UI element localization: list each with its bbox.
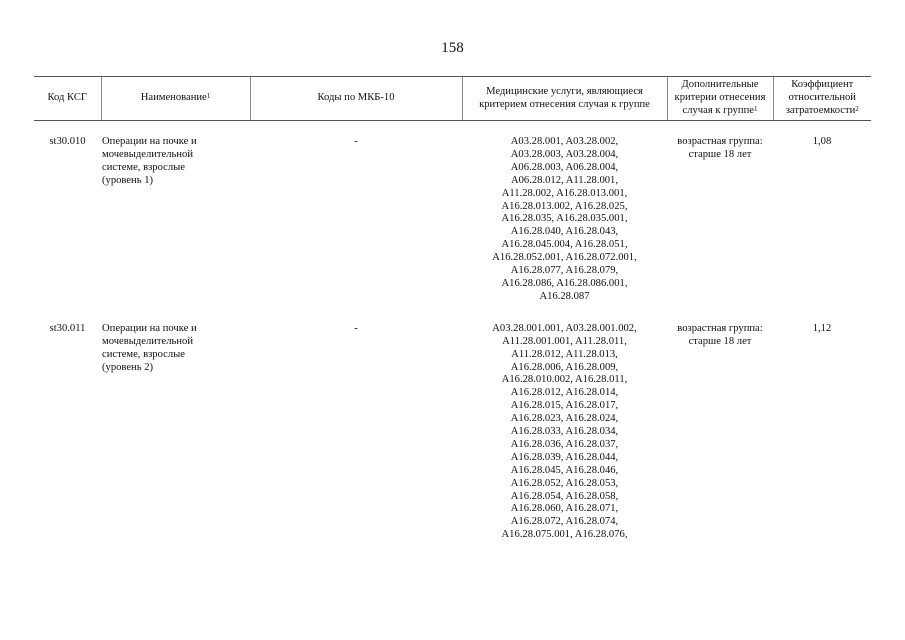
criteria-cell (667, 136, 773, 304)
name-line: (уровень 1) (102, 174, 154, 186)
service-line: A16.28.010.002, A16.28.011, (501, 374, 628, 386)
service-line: A16.28.035, A16.28.035.001, (501, 213, 628, 225)
service-line: A16.28.006, A16.28.009, (510, 361, 619, 373)
page-number: 158 (441, 40, 464, 56)
service-line: A16.28.077, A16.28.079, (510, 265, 619, 277)
header-criteria: Дополнительные критерии отнесения случая к группе$^1$ (667, 77, 773, 121)
service-line: A16.28.039, A16.28.044, (510, 451, 619, 463)
services-cell (462, 323, 667, 542)
service-line: A16.28.013.002, A16.28.025, (501, 200, 628, 212)
ksg-table (34, 76, 871, 542)
name-cell (101, 323, 250, 542)
mkb-cell: - (354, 136, 358, 147)
service-line: A16.28.015, A16.28.017, (510, 400, 619, 412)
header-code: Код КСГ (34, 77, 101, 121)
coefficient-cell: 1,08 (812, 136, 832, 147)
service-line: A16.28.075.001, A16.28.076, (501, 529, 628, 541)
name-line: Операции на почке и (102, 136, 197, 147)
name-line: системе, взрослые (102, 348, 185, 360)
service-line: A16.28.045.004, A16.28.051, (501, 239, 628, 251)
header-services: Медицинские услуги, являющиеся критерием отнесения случая к группе (462, 77, 667, 121)
service-line: A16.28.054, A16.28.058, (510, 490, 619, 502)
coefficient-cell: 1,12 (812, 322, 832, 334)
service-line: A16.28.012, A16.28.014, (510, 387, 619, 399)
criteria-line: возрастная группа: (677, 136, 763, 147)
service-line: A06.28.012, A11.28.001, (510, 174, 619, 186)
service-line: A16.28.072, A16.28.074, (510, 516, 619, 528)
service-line: A11.28.002, A16.28.013.001, (501, 187, 628, 199)
row-spacer (34, 121, 871, 137)
service-line: A16.28.023, A16.28.024, (510, 413, 619, 425)
criteria-line: старше 18 лет (688, 335, 752, 347)
service-line: A16.28.052.001, A16.28.072.001, (492, 252, 637, 264)
row-spacer-cell (34, 304, 871, 323)
service-line: A16.28.052, A16.28.053, (510, 477, 619, 489)
service-line: A16.28.060, A16.28.071, (510, 503, 619, 515)
service-line: A16.28.087 (539, 290, 590, 302)
service-line: A16.28.086, A16.28.086.001, (501, 277, 628, 289)
service-line: A11.28.012, A11.28.013, (511, 348, 618, 360)
service-line: A16.28.033, A16.28.034, (510, 426, 619, 438)
service-line: A03.28.003, A03.28.004, (510, 148, 619, 160)
row-spacer-cell (34, 121, 871, 137)
service-line: A03.28.001.001, A03.28.001.002, (492, 322, 637, 334)
service-line: A06.28.003, A06.28.004, (510, 161, 619, 173)
name-line: мочевыделительной (102, 148, 194, 160)
header-mkb: Коды по МКБ-10 (250, 77, 462, 121)
name-cell (101, 136, 250, 304)
name-line: мочевыделительной (102, 335, 194, 347)
name-line: Операции на почке и (102, 322, 197, 334)
name-line: (уровень 2) (102, 361, 154, 373)
service-line: A11.28.001.001, A11.28.011, (502, 335, 627, 347)
header-row (34, 77, 871, 121)
services-cell (462, 136, 667, 304)
ksg-code-cell: st30.011 (49, 322, 86, 334)
header-coef: Коэффициент относительной затратоемкости$^2$ (773, 77, 871, 121)
table-row (34, 136, 871, 304)
row-spacer (34, 304, 871, 323)
service-line: A16.28.045, A16.28.046, (510, 464, 619, 476)
criteria-line: старше 18 лет (688, 148, 752, 160)
service-line: A03.28.001, A03.28.002, (510, 136, 619, 147)
name-line: системе, взрослые (102, 161, 185, 173)
header-name: Наименование$^1$ (101, 77, 250, 121)
ksg-code-cell: st30.010 (49, 136, 86, 147)
criteria-line: возрастная группа: (677, 322, 763, 334)
table-row (34, 323, 871, 542)
service-line: A16.28.040, A16.28.043, (510, 226, 619, 238)
service-line: A16.28.036, A16.28.037, (510, 438, 619, 450)
criteria-cell (667, 323, 773, 542)
mkb-cell: - (354, 322, 358, 334)
